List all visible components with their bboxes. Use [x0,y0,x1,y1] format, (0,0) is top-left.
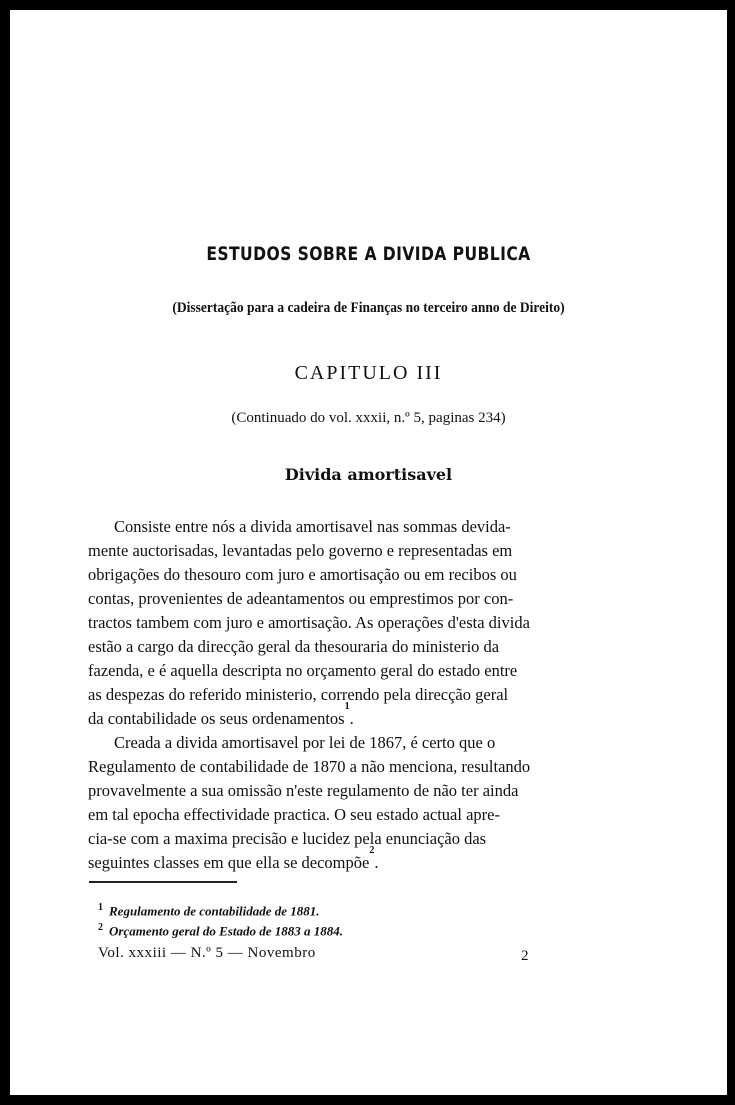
continued-note: (Continuado do vol. xxxii, n.º 5, paginas 234) [231,410,506,426]
subtitle: (Dissertação para a cadeira de Finanças no terceiro anno de Direito) [172,300,565,316]
text-line: estão a cargo da direcção geral da thesouraria do ministerio da [88,637,500,656]
text-line-content: da contabilidade os seus ordenamentos [88,709,345,728]
text-line: provavelmente a sua omissão n'este regulamento de não ter ainda [88,781,519,800]
text-line: Consiste entre nós a divida amortisavel nas sommas devida- [114,517,511,536]
text-line: em tal epocha effectividade practica. O seu estado actual apre- [88,805,500,824]
footnote-marker: 2 [98,922,103,933]
footnote-ref: 2 [369,845,375,856]
footnote [98,922,343,939]
text-line: mente auctorisadas, levantadas pelo governo e representadas em [88,541,513,560]
footnote-text: Orçamento geral do Estado de 1883 a 1884. [109,923,343,939]
text-line: obrigações do thesouro com juro e amortisação ou em recibos ou [88,565,517,584]
text-line: seguintes classes em que ella se decompõe 2 . [88,851,572,875]
section-heading: Divida amortisavel [284,465,453,484]
text-line: cia-se com a maxima precisão e lucidez pela enunciação das [88,829,487,848]
text-line: as despezas do referido ministerio, correndo pela direcção geral [88,685,509,704]
document-page [10,10,727,1095]
chapter-heading: CAPITULO III [294,362,443,384]
paragraph-1 [88,515,572,731]
footnote-text: Regulamento de contabilidade de 1881. [109,903,320,919]
page-number: 2 [521,948,529,964]
footnote [98,902,320,919]
text-line: fazenda, e é aquella descripta no orçamento geral do estado entre [88,661,518,680]
running-footer: Vol. xxxiii — N.º 5 — Novembro [98,945,316,961]
footnote-divider [89,881,237,883]
text-line: Creada a divida amortisavel por lei de 1867, é certo que o [114,733,496,752]
text-line: Regulamento de contabilidade de 1870 a não menciona, resultando [88,757,531,776]
footnote-marker: 1 [98,902,103,913]
page-title: ESTUDOS SOBRE A DIVIDA PUBLICA [206,243,531,265]
text-line: tractos tambem com juro e amortisação. As operações d'esta divida [88,613,530,632]
text-line: contas, provenientes de adeantamentos ou emprestimos por con- [88,589,514,608]
text-line: da contabilidade os seus ordenamentos 1 . [88,707,572,731]
paragraph-2 [88,731,572,875]
footnote-ref: 1 [344,701,350,712]
text-line-content: seguintes classes em que ella se decompõe [88,853,370,872]
